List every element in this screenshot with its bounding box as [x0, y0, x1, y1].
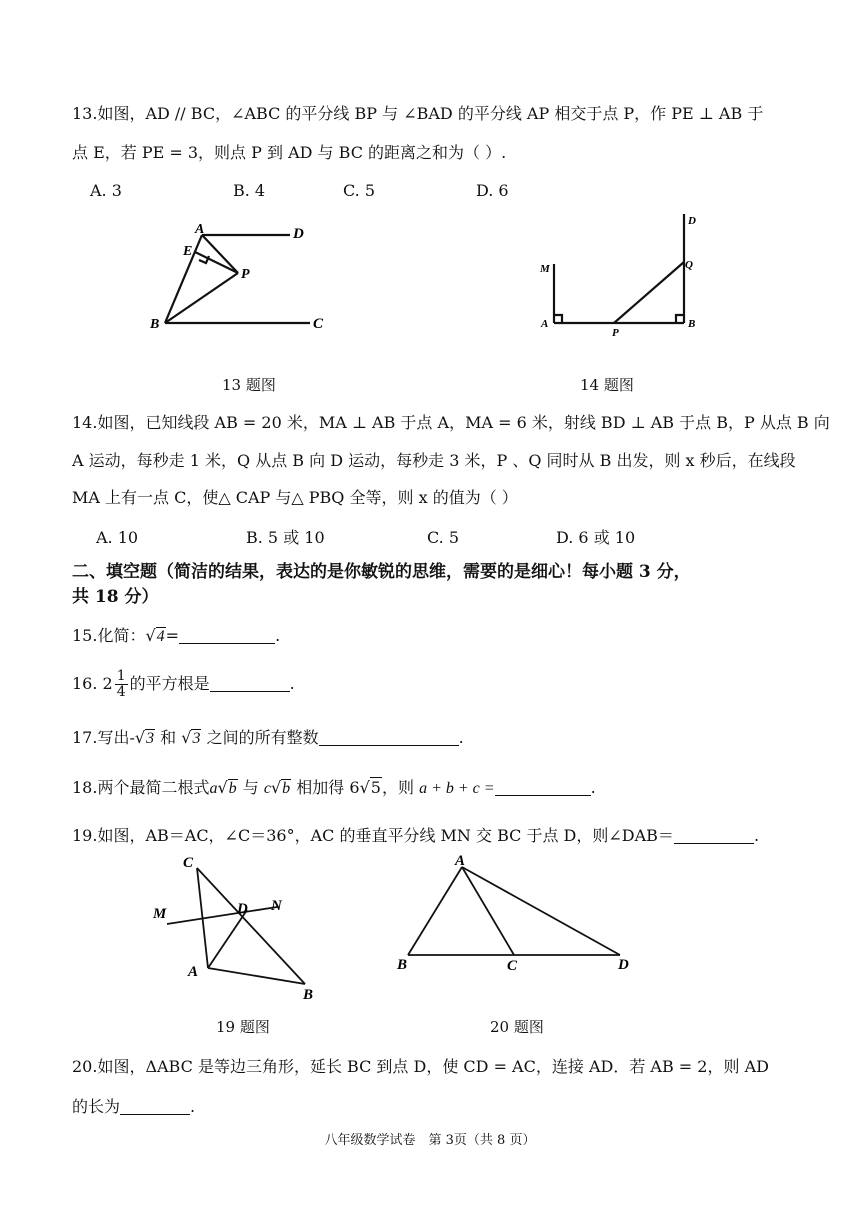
q16-text: 的平方根是 [129, 674, 210, 693]
q18-radicand: 5 [370, 778, 381, 797]
figure-20 [392, 845, 642, 975]
fraction [115, 669, 128, 700]
label-n: N [271, 898, 282, 914]
q14-line3: MA 上有一点 C，使△ CAP 与△ PBQ 全等，则 x 的值为（ ） [72, 488, 518, 507]
label-m: M [153, 906, 167, 922]
q16 [72, 664, 295, 704]
var-a: a [209, 780, 218, 797]
q20-line1: 20.如图，ΔABC 是等边三角形，延长 BC 到点 D，使 CD = AC，连接 AD．若 AB = 2，则 AD [72, 1057, 769, 1076]
figure-14 [532, 208, 712, 358]
page-footer: 八年级数学试卷 第 3页（共 8 页） [324, 1133, 536, 1148]
q18 [72, 778, 596, 799]
q18-end: . [590, 778, 596, 797]
q17-prefix: 17.写出- [72, 728, 135, 747]
label-c: C [507, 958, 518, 974]
label-c: C [183, 855, 194, 871]
q20-line2 [72, 1097, 195, 1117]
answer-blank [179, 627, 275, 644]
q18-expression: a + b + c = [419, 780, 495, 797]
label-p: P [612, 327, 619, 339]
q16-end: . [289, 674, 295, 693]
q17-end: . [458, 728, 464, 747]
label-b: B [150, 317, 160, 332]
label-a: A [455, 853, 466, 869]
q14-option-b: B. 5 或 10 [246, 528, 325, 547]
answer-blank [120, 1098, 190, 1115]
q14-option-a: A. 10 [96, 528, 139, 547]
q15 [72, 626, 280, 647]
q19-text: 19.如图，AB＝AC，∠C＝36°，AC 的垂直平分线 MN 交 BC 于点 D，则∠DAB＝ [72, 826, 674, 845]
q13-option-b: B. 4 [233, 181, 266, 200]
var-b: b [282, 780, 291, 797]
q20-end: . [190, 1097, 196, 1116]
sqrt-symbol: √ [134, 728, 146, 747]
label-b: B [688, 318, 696, 330]
q19 [72, 826, 759, 846]
label-m: M [540, 263, 550, 275]
section2-heading-line1: 二、填空题（简洁的结果，表达的是你敏锐的思维，需要的是细心！每小题 3 分， [72, 562, 691, 582]
label-d: D [237, 901, 248, 917]
q13-line1: 13.如图，AD // BC，∠ABC 的平分线 BP 与 ∠BAD 的平分线 AP 相交于点 P，作 PE ⊥ AB 于 [72, 104, 764, 123]
q13-option-a: A. 3 [90, 181, 122, 200]
label-b: B [397, 957, 408, 973]
label-p: P [241, 267, 250, 282]
q18-with: 与 [242, 778, 259, 797]
q18-then: ，则 [381, 778, 414, 797]
q14-line1: 14.如图，已知线段 AB = 20 米，MA ⊥ AB 于点 A，MA = 6 米，射线 BD ⊥ AB 于点 B，P 从点 B 向 [72, 413, 830, 432]
label-c: C [313, 316, 324, 332]
var-c: c [263, 780, 271, 797]
sqrt-symbol: √ [181, 728, 192, 747]
label-a: A [541, 318, 549, 330]
var-b: b [228, 780, 237, 797]
figure-13 [140, 215, 350, 340]
label-a: A [188, 964, 199, 980]
sqrt-symbol: √ [217, 778, 228, 797]
q18-text: 相加得 [296, 778, 345, 797]
label-d: D [618, 957, 629, 973]
q13-option-c: C. 5 [343, 181, 376, 200]
q15-radicand: 4 [156, 628, 165, 645]
q18-prefix: 18.两个最简二根式 [72, 778, 210, 797]
label-d: D [293, 226, 304, 242]
answer-blank [210, 675, 290, 692]
q16-prefix: 16. 2 [72, 674, 113, 693]
label-a: A [195, 222, 205, 237]
answer-blank [319, 729, 459, 746]
label-b: B [303, 987, 314, 1003]
answer-blank [495, 779, 591, 796]
answer-blank [674, 827, 754, 844]
fig14-caption: 14 题图 [580, 376, 634, 394]
q14-option-c: C. 5 [427, 528, 460, 547]
sqrt-symbol: √ [359, 778, 370, 797]
label-e: E [183, 244, 193, 259]
q15-prefix: 15.化简： [72, 626, 146, 645]
fig20-caption: 20 题图 [490, 1018, 544, 1036]
label-q: Q [685, 259, 693, 271]
q13-option-d: D. 6 [476, 181, 509, 200]
q17 [72, 728, 464, 749]
q14-line2: A 运动，每秒走 1 米，Q 从点 B 向 D 运动，每秒走 3 米，P 、Q 同时从 B 出发，则 x 秒后，在线段 [72, 451, 796, 470]
q19-end: . [753, 826, 760, 845]
q14-option-d: D. 6 或 10 [556, 528, 636, 547]
q17-and: 和 [160, 728, 177, 747]
label-d: D [688, 215, 696, 227]
q15-equals: = [165, 626, 180, 645]
q18-coefficient: 6 [349, 778, 360, 797]
q15-end: . [275, 626, 281, 645]
q20-text: 的长为 [72, 1097, 121, 1116]
fig13-caption: 13 题图 [222, 376, 276, 394]
sqrt-symbol: √ [145, 626, 156, 645]
q13-line2: 点 E，若 PE = 3，则点 P 到 AD 与 BC 的距离之和为（ ）. [72, 143, 507, 162]
figure-19 [145, 850, 330, 1005]
fraction-denominator: 4 [116, 684, 126, 700]
sqrt-symbol: √ [270, 778, 282, 797]
q17-text: 之间的所有整数 [206, 728, 319, 747]
q17-radicand-2: 3 [192, 730, 201, 747]
fraction-numerator: 1 [116, 668, 126, 684]
section2-heading-line2: 共 18 分） [72, 587, 159, 607]
fig19-caption: 19 题图 [216, 1018, 270, 1036]
q17-radicand-1: 3 [146, 730, 155, 747]
